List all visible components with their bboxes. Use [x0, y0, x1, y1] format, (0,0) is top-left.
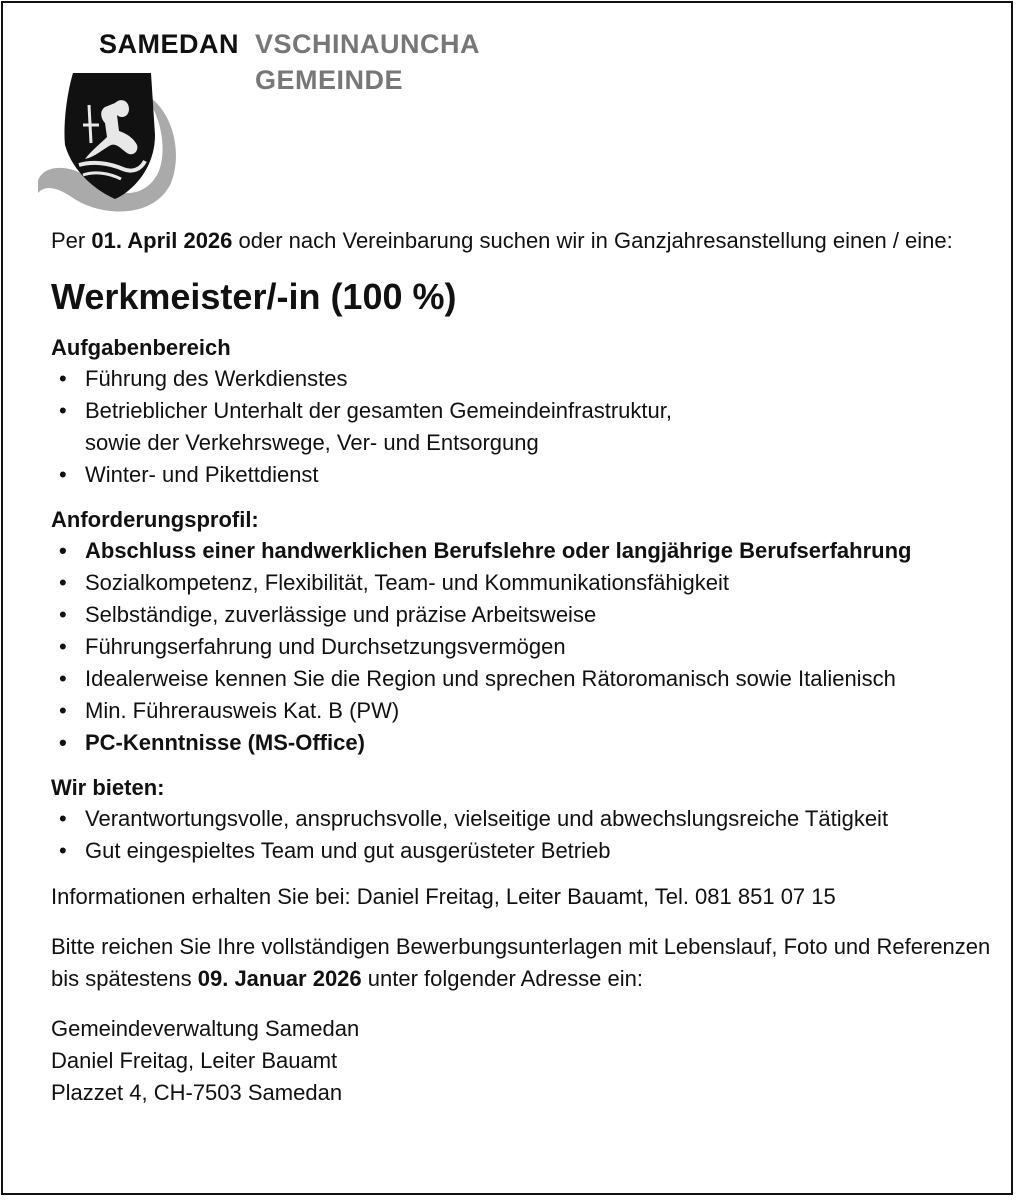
anforderungen-list: [51, 535, 996, 759]
section-heading-bieten: Wir bieten:: [51, 775, 165, 800]
apply-part1: Bitte reichen Sie Ihre vollständigen Bewerbungsunterlagen mit Lebenslauf, Foto und Referenzen bis spätestens: [51, 934, 991, 991]
intro-part1: Per: [51, 228, 92, 253]
address-line-3: Plazzet 4, CH-7503 Samedan: [51, 1080, 343, 1105]
list-item: • Sozialkompetenz, Flexibilität, Team- und Kommunikationsfähigkeit: [51, 567, 996, 599]
list-item-line: Betrieblicher Unterhalt der gesamten Gemeindeinfrastruktur,: [85, 398, 672, 423]
list-item: [51, 395, 996, 459]
list-item: • Min. Führerausweis Kat. B (PW): [51, 695, 996, 727]
application-deadline: 09. Januar 2026: [197, 966, 362, 991]
intro-part2: oder nach Vereinbarung suchen wir in Ganzjahresanstellung einen / eine:: [232, 228, 953, 253]
ad-content: [51, 225, 996, 1109]
list-item: • Selbständige, zuverlässige und präzise Arbeitsweise: [51, 599, 996, 631]
list-item: • Gut eingespieltes Team und gut ausgerüsteter Betrieb: [51, 835, 996, 867]
list-item: • Abschluss einer handwerklichen Berufslehre oder langjährige Berufserfahrung: [51, 535, 996, 567]
bieten-list: [51, 803, 996, 867]
section-heading-aufgaben: Aufgabenbereich: [51, 335, 231, 360]
aufgaben-list: [51, 363, 996, 491]
intro-text: [51, 225, 996, 257]
municipality-subtitle-1: VSCHINAUNCHA: [255, 29, 481, 59]
municipality-logo: [33, 25, 481, 205]
address-line-1: Gemeindeverwaltung Samedan: [51, 1016, 360, 1041]
municipality-name: SAMEDAN: [99, 29, 240, 59]
contact-info: Informationen erhalten Sie bei: Daniel Freitag, Leiter Bauamt, Tel. 081 851 07 15: [51, 884, 836, 909]
list-item: • Führungserfahrung und Durchsetzungsvermögen: [51, 631, 996, 663]
address-line-2: Daniel Freitag, Leiter Bauamt: [51, 1048, 338, 1073]
municipality-subtitle-2: GEMEINDE: [255, 65, 404, 95]
job-ad-frame: [1, 1, 1013, 1195]
coat-of-arms-icon: [33, 53, 183, 213]
list-item: • Führung des Werkdienstes: [51, 363, 996, 395]
list-item: • PC-Kenntnisse (MS-Office): [51, 727, 996, 759]
application-instructions: [51, 931, 996, 995]
apply-part2: unter folgender Adresse ein:: [361, 966, 643, 991]
list-item: • Verantwortungsvolle, anspruchsvolle, vielseitige und abwechslungsreiche Tätigkeit: [51, 803, 996, 835]
start-date: 01. April 2026: [91, 228, 233, 253]
list-item: • Idealerweise kennen Sie die Region und sprechen Rätoromanisch sowie Italienisch: [51, 663, 996, 695]
list-item-line: sowie der Verkehrswege, Ver- und Entsorgung: [85, 430, 539, 455]
section-heading-anforderungen: Anforderungsprofil:: [51, 507, 259, 532]
list-item: • Winter- und Pikettdienst: [51, 459, 996, 491]
job-title: Werkmeister/-in (100 %): [51, 276, 457, 317]
